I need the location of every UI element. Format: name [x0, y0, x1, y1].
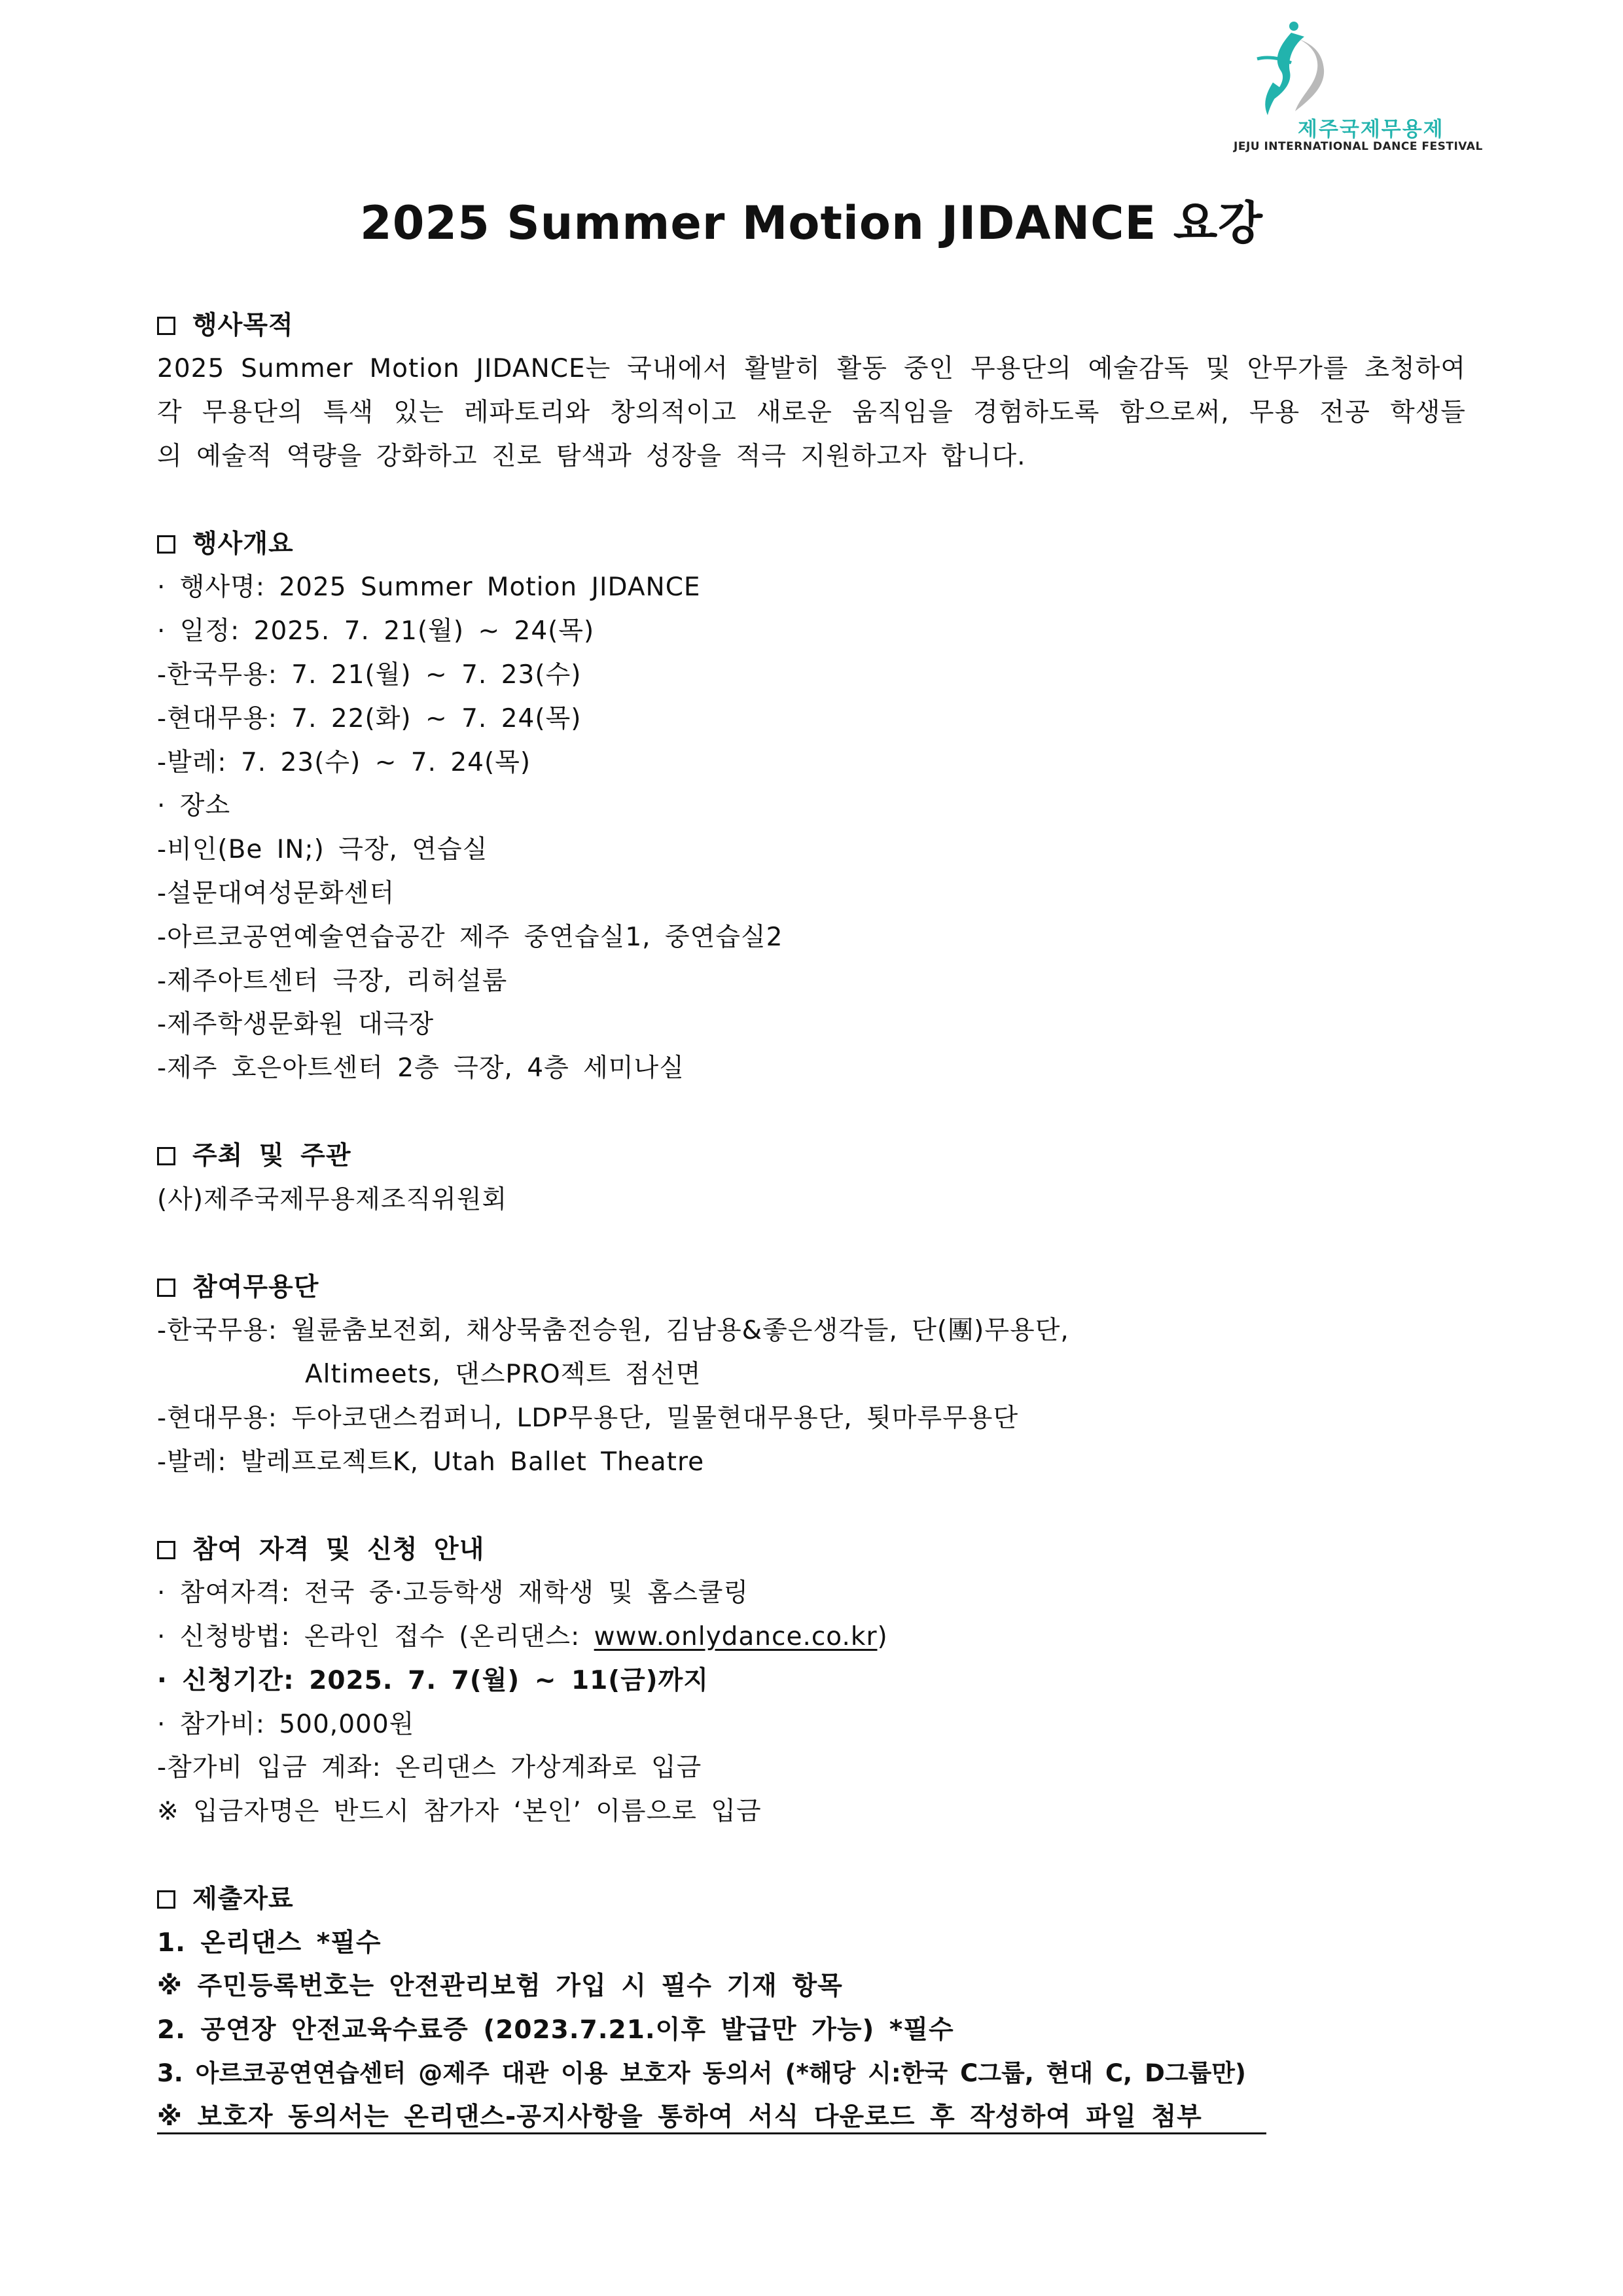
checkbox-square-icon — [157, 1279, 175, 1297]
section-heading-companies — [157, 1275, 319, 1300]
method-suffix: ) — [877, 1622, 888, 1651]
section-heading-purpose — [157, 313, 294, 338]
festival-logo — [1214, 20, 1489, 157]
document-item: 2. 공연장 안전교육수료증 (2023.7.21.이후 발급만 가능) *필수 — [157, 2015, 954, 2045]
venue-item: -제주학생문화원 대극장 — [157, 1010, 435, 1039]
method-text: · 신청방법: 온라인 접수 (온리댄스: — [157, 1622, 594, 1651]
venue-item: -제주 호은아트센터 2층 극장, 4층 세미나실 — [157, 1053, 685, 1083]
heading-text: 참여무용단 — [192, 1273, 319, 1302]
eligibility-fee-account: -참가비 입금 계좌: 온리댄스 가상계좌로 입금 — [157, 1753, 702, 1782]
companies-korean-cont: Altimeets, 댄스PRO젝트 점선면 — [305, 1360, 702, 1389]
heading-text: 행사개요 — [192, 529, 294, 559]
heading-text: 행사목적 — [192, 311, 294, 340]
purpose-line-1: 2025 Summer Motion JIDANCE는 국내에서 활발히 활동 중인 무용단의 예술감독 및 안무가를 초청하여 — [157, 354, 1466, 383]
section-heading-eligibility — [157, 1537, 484, 1563]
logo-english-name: JEJU INTERNATIONAL DANCE FESTIVAL — [1234, 140, 1483, 153]
purpose-line-3: 의 예술적 역량을 강화하고 진로 탐색과 성장을 적극 지원하고자 합니다. — [157, 442, 1026, 471]
page-title: 2025 Summer Motion JIDANCE 요강 — [360, 196, 1263, 250]
eligibility-period: · 신청기간: 2025. 7. 7(월) ~ 11(금)까지 — [157, 1666, 709, 1695]
eligibility-method — [157, 1624, 888, 1650]
purpose-line-2: 각 무용단의 특색 있는 레파토리와 창의적이고 새로운 움직임을 경험하도록 함으로써, 무용 전공 학생들 — [157, 398, 1466, 427]
document-note: ※ 주민등록번호는 안전관리보험 가입 시 필수 기재 항목 — [157, 1971, 843, 2001]
heading-text: 참여 자격 및 신청 안내 — [192, 1535, 485, 1564]
section-heading-overview — [157, 531, 294, 557]
document-item: 1. 온리댄스 *필수 — [157, 1928, 382, 1958]
dancer-logo-icon — [1253, 20, 1325, 118]
document-final-note: ※ 보호자 동의서는 온리댄스-공지사항을 통하여 서식 다운로드 후 작성하여 파일 첨부 — [157, 2104, 1266, 2134]
overview-schedule: · 일정: 2025. 7. 21(월) ~ 24(목) — [157, 616, 595, 646]
section-heading-documents — [157, 1886, 294, 1912]
document-item: 3. 아르코공연연습센터 @제주 대관 이용 보호자 동의서 (*해당 시:한국 C그룹, 현대 C, D그룹만) — [157, 2059, 1246, 2087]
overview-contemporary-dance: -현대무용: 7. 22(화) ~ 7. 24(목) — [157, 704, 582, 733]
venue-item: -설문대여성문화센터 — [157, 879, 395, 908]
organizer-name: (사)제주국제무용제조직위원회 — [157, 1185, 508, 1214]
overview-event-name: · 행사명: 2025 Summer Motion JIDANCE — [157, 573, 701, 602]
venue-item: -비인(Be IN;) 극장, 연습실 — [157, 835, 488, 864]
companies-korean: -한국무용: 월륜춤보전회, 채상묵춤전승원, 김남용&좋은생각들, 단(團)무용단, — [157, 1316, 1069, 1345]
checkbox-square-icon — [157, 535, 175, 554]
checkbox-square-icon — [157, 1890, 175, 1909]
overview-venue: · 장소 — [157, 791, 231, 821]
section-heading-organizer — [157, 1143, 351, 1169]
eligibility-fee-note: ※ 입금자명은 반드시 참가자 ‘본인’ 이름으로 입금 — [157, 1797, 762, 1826]
eligibility-fee: · 참가비: 500,000원 — [157, 1710, 415, 1739]
eligibility-qualification: · 참여자격: 전국 중·고등학생 재학생 및 홈스쿨링 — [157, 1578, 749, 1608]
overview-korean-dance: -한국무용: 7. 21(월) ~ 7. 23(수) — [157, 660, 582, 690]
checkbox-square-icon — [157, 1147, 175, 1165]
companies-contemporary: -현대무용: 두아코댄스컴퍼니, LDP무용단, 밀물현대무용단, 툇마루무용단 — [157, 1404, 1019, 1433]
heading-text: 주최 및 주관 — [192, 1141, 351, 1171]
onlydance-link[interactable]: www.onlydance.co.kr — [594, 1622, 878, 1651]
venue-item: -제주아트센터 극장, 리허설룸 — [157, 966, 508, 996]
heading-text: 제출자료 — [192, 1884, 294, 1914]
checkbox-square-icon — [157, 317, 175, 335]
venue-item: -아르코공연예술연습공간 제주 중연습실1, 중연습실2 — [157, 923, 783, 952]
overview-ballet: -발레: 7. 23(수) ~ 7. 24(목) — [157, 748, 531, 777]
checkbox-square-icon — [157, 1541, 175, 1559]
logo-korean-name: 제주국제무용제 — [1298, 118, 1444, 141]
companies-ballet: -발레: 발레프로젝트K, Utah Ballet Theatre — [157, 1447, 705, 1477]
